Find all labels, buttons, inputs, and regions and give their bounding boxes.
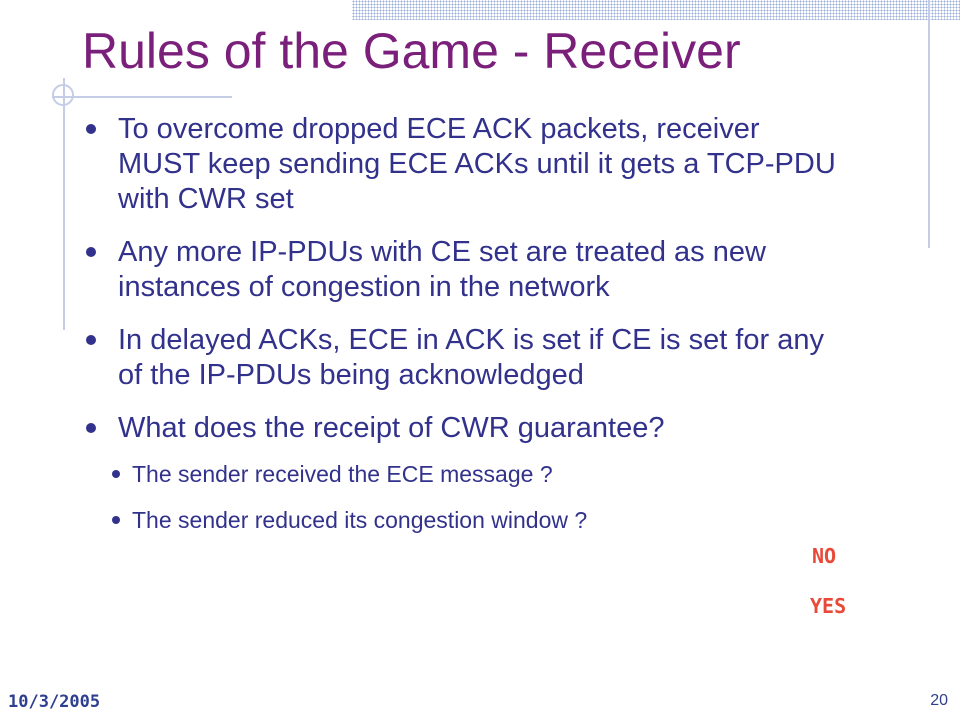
footer-date: 10/3/2005 xyxy=(8,692,101,712)
bullet-item xyxy=(78,411,838,446)
page-number: 20 xyxy=(930,692,948,709)
bullet-dot-icon xyxy=(86,124,96,134)
slide-title: Rules of the Game - Receiver xyxy=(82,23,741,79)
sub-bullet-dot-icon xyxy=(112,470,120,478)
decor-line-horizontal xyxy=(52,96,232,98)
answer-no: NO xyxy=(812,544,837,568)
bullet-text: What does the receipt of CWR guarantee? xyxy=(118,412,665,444)
sub-bullet-text: The sender reduced its congestion window ? xyxy=(132,507,588,533)
bullet-item xyxy=(78,323,838,393)
sub-bullet-item xyxy=(78,506,838,534)
bullet-text: Any more IP-PDUs with CE set are treated as new instances of congestion in the network xyxy=(118,236,766,303)
header-pattern xyxy=(352,0,960,20)
bullet-text: In delayed ACKs, ECE in ACK is set if CE is set for any of the IP-PDUs being acknowledged xyxy=(118,324,824,391)
bullet-item xyxy=(78,235,838,305)
decor-line-left xyxy=(63,78,65,330)
bullet-text: To overcome dropped ECE ACK packets, receiver MUST keep sending ECE ACKs until it gets a TCP-PDU with CWR set xyxy=(118,113,836,215)
bullet-item xyxy=(78,112,838,217)
sub-bullet-dot-icon xyxy=(112,516,120,524)
bullet-list xyxy=(78,112,838,552)
decor-line-right xyxy=(928,0,930,248)
bullet-dot-icon xyxy=(86,423,96,433)
bullet-dot-icon xyxy=(86,247,96,257)
sub-bullet-text: The sender received the ECE message ? xyxy=(132,461,553,487)
sub-bullet-item xyxy=(78,460,838,488)
crosshair-circle-icon xyxy=(52,84,74,106)
answer-yes: YES xyxy=(810,594,847,618)
bullet-dot-icon xyxy=(86,335,96,345)
